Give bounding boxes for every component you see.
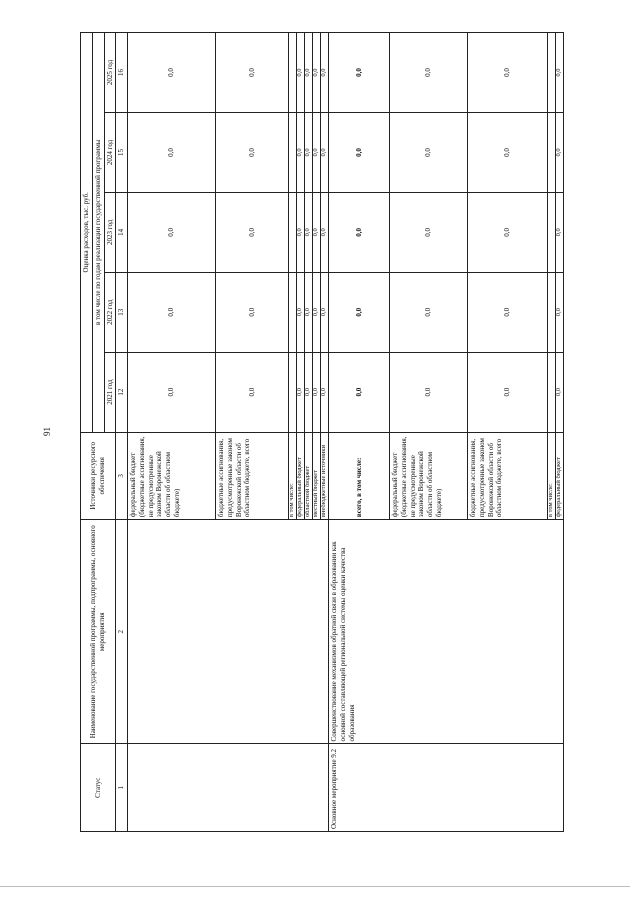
value-cell: 0,0 (556, 352, 564, 432)
source-cell: в том числе: (289, 432, 297, 520)
source-cell: в том числе: (548, 432, 556, 520)
value-cell: 0,0 (390, 272, 468, 352)
value-cell: 0,0 (305, 192, 313, 272)
value-cell: 0,0 (390, 33, 468, 113)
table-holder (80, 32, 605, 832)
year-header: 2024 год (104, 112, 116, 192)
footer-line (0, 886, 630, 887)
value-cell: 0,0 (321, 272, 329, 352)
source-cell: областной бюджет (305, 432, 313, 520)
source-header: Источники ресурсного обеспечения (81, 432, 116, 520)
by-year-header: в том числе по годам реализации государственной программы (92, 33, 104, 433)
value-cell: 0,0 (128, 352, 216, 432)
value-cell: 0,0 (313, 33, 321, 113)
value-cell: 0,0 (390, 352, 468, 432)
value-cell: 0,0 (313, 192, 321, 272)
value-cell: 0,0 (468, 272, 548, 352)
year-header: 2025 год (104, 33, 116, 113)
col-number: 1 (116, 744, 128, 832)
year-header: 2023 год (104, 192, 116, 272)
source-cell: федеральный бюджет (556, 432, 564, 520)
year-header: 2021 год (104, 352, 116, 432)
value-cell: 0,0 (305, 33, 313, 113)
value-cell: 0,0 (297, 112, 305, 192)
source-cell: федеральный бюджет (бюджетные ассигнования, не предусмотренные законом Воронежской области об областном бюджете) (390, 432, 468, 520)
value-cell: 0,0 (313, 272, 321, 352)
value-cell: 0,0 (390, 192, 468, 272)
col-number: 3 (116, 432, 128, 520)
table-row (128, 33, 216, 832)
value-cell: 0,0 (556, 33, 564, 113)
expenses-table (80, 32, 564, 832)
value-cell: 0,0 (128, 33, 216, 113)
col-number: 14 (116, 192, 128, 272)
value-cell: 0,0 (321, 33, 329, 113)
value-cell: 0,0 (556, 192, 564, 272)
value-cell: 0,0 (216, 33, 289, 113)
value-cell: 0,0 (321, 352, 329, 432)
value-cell: 0,0 (297, 33, 305, 113)
value-cell: 0,0 (468, 33, 548, 113)
value-cell: 0,0 (128, 112, 216, 192)
value-cell: 0,0 (321, 192, 329, 272)
value-cell: 0,0 (468, 192, 548, 272)
value-cell: 0,0 (216, 112, 289, 192)
value-cell: 0,0 (329, 192, 390, 272)
value-cell: 0,0 (297, 192, 305, 272)
col-number: 16 (116, 33, 128, 113)
col-number: 13 (116, 272, 128, 352)
value-cell: 0,0 (305, 112, 313, 192)
value-cell: 0,0 (329, 112, 390, 192)
source-cell: бюджетные ассигнования, предусмотренные законом Воронежской области об областном бюджете, всего (468, 432, 548, 520)
value-cell: 0,0 (305, 352, 313, 432)
source-cell: внебюджетные источники (321, 432, 329, 520)
year-header: 2022 год (104, 272, 116, 352)
source-cell: федеральный бюджет (бюджетные ассигнования, не предусмотренные законом Воронежской области об областном бюджете) (128, 432, 216, 520)
value-cell: 0,0 (468, 352, 548, 432)
value-cell: 0,0 (216, 192, 289, 272)
value-cell: 0,0 (329, 352, 390, 432)
value-cell: 0,0 (305, 272, 313, 352)
source-cell: всего, в том числе: (329, 432, 390, 520)
status-cell: Основное мероприятие 9.2 (329, 744, 564, 832)
column-numbers-row (116, 33, 128, 832)
header-row-1 (81, 33, 93, 832)
status-header: Статус (81, 744, 116, 832)
value-cell: 0,0 (128, 272, 216, 352)
col-number: 12 (116, 352, 128, 432)
value-cell: 0,0 (216, 352, 289, 432)
estimate-header: Оценка расходов, тыс. руб. (81, 33, 93, 433)
value-cell: 0,0 (329, 272, 390, 352)
value-cell: 0,0 (390, 112, 468, 192)
value-cell: 0,0 (297, 352, 305, 432)
source-cell: местный бюджет (313, 432, 321, 520)
table-row (329, 33, 390, 832)
status-cell (128, 744, 329, 832)
value-cell: 0,0 (128, 192, 216, 272)
value-cell: 0,0 (556, 112, 564, 192)
value-cell: 0,0 (216, 272, 289, 352)
value-cell: 0,0 (321, 112, 329, 192)
name-cell: Совершенствование механизмов обратной связи в образовании как основной составляющей региональной системы оценки качества образования (329, 520, 564, 744)
value-cell: 0,0 (297, 272, 305, 352)
value-cell: 0,0 (329, 33, 390, 113)
value-cell: 0,0 (313, 352, 321, 432)
value-cell: 0,0 (556, 272, 564, 352)
source-cell: федеральный бюджет (297, 432, 305, 520)
page-number: 91 (42, 427, 52, 436)
col-number: 15 (116, 112, 128, 192)
name-header: Наименование государственной программы, подпрограммы, основного мероприятия (81, 520, 116, 744)
col-number: 2 (116, 520, 128, 744)
source-cell: бюджетные ассигнования, предусмотренные законом Воронежской области об областном бюджете, всего (216, 432, 289, 520)
value-cell: 0,0 (468, 112, 548, 192)
value-cell: 0,0 (313, 112, 321, 192)
name-cell (128, 520, 329, 744)
